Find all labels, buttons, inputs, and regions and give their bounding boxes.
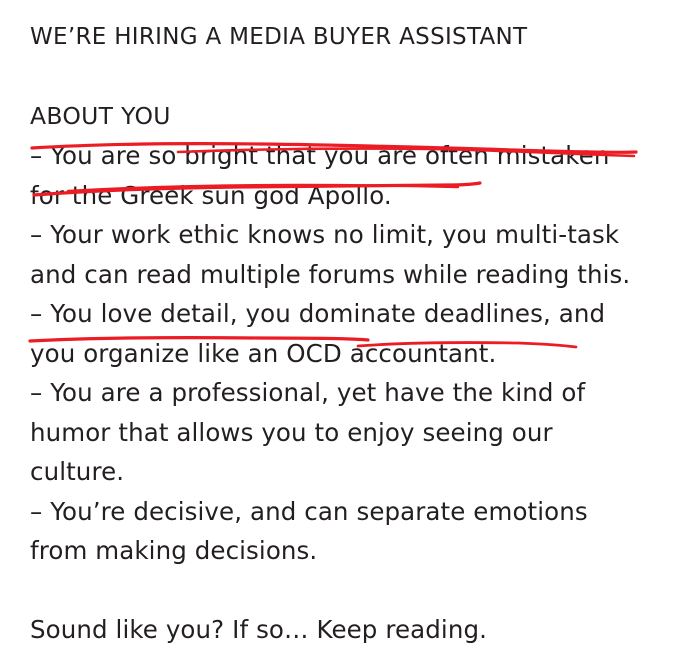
bullet-item [30, 294, 670, 373]
bullet-line: from making decisions. [30, 536, 318, 565]
bullet-line: humor that allows you to enjoy seeing our [30, 417, 553, 447]
section-label-about-you: ABOUT YOU [30, 101, 171, 130]
spacer-line [30, 57, 670, 97]
closing-line: Sound like you? If so… Keep reading. [30, 615, 487, 644]
bullet-line: you organize like an OCD accountant. [30, 338, 497, 368]
bullet-line: – You’re decisive, and can separate emotions [30, 496, 588, 526]
bullet-item [30, 136, 670, 215]
bullet-line: – You are so bright that you are often mistaken [30, 141, 610, 170]
document-body [30, 18, 670, 650]
bullet-line: – Your work ethic knows no limit, you multi-task [30, 220, 620, 249]
spacer-line [30, 571, 670, 611]
bullet-line: culture. [30, 457, 125, 486]
bullet-item [30, 373, 670, 492]
headline: WE’RE HIRING A MEDIA BUYER ASSISTANT [30, 24, 528, 50]
bullet-item [30, 492, 670, 571]
bullet-line: – You love detail, you dominate deadlines, and [30, 299, 606, 328]
bullet-line: – You are a professional, yet have the kind of [30, 378, 586, 407]
bullet-item [30, 215, 670, 294]
bullet-line: and can read multiple forums while reading this. [30, 259, 631, 289]
bullet-line: for the Greek sun god Apollo. [30, 180, 392, 210]
